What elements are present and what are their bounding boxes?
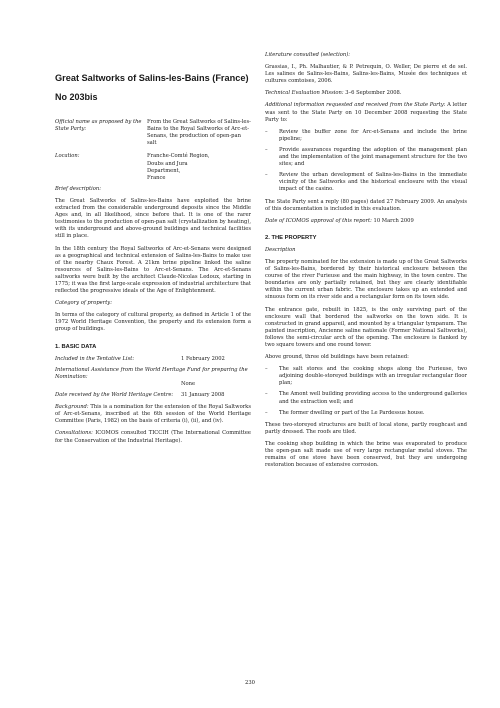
description-paragraph: The cooking shop building in which the brine was evaporated to produce the open-pan salt made use of very large rectangular metal stoves. The remains of one stove have been conserved, but they are undergoing restoration because of extensive corrosion. (265, 440, 467, 469)
proposed-name-value: From the Great Saltworks of Salins-les-Bains to the Royal Saltworks of Arc-et-Senans, the production of open-pan salt (147, 119, 251, 147)
description-paragraph: The property nominated for the extension is made up of the Great Saltworks of Salins-les-Bains, bordered by their historical enclosure between the course of the river Furieuse and the main highway, in the town centre. The boundaries are only partially retained, but they are clearly identifiable within the current urban fabric. The enclosure takes up an extended and sinuous form on its river side and a rectangular form on its town side. (265, 258, 467, 301)
location-line: Doubs and Jura (147, 160, 188, 167)
literature-label: Literature consulted (selection): (265, 52, 350, 58)
list-item: – Review the urban development of Salins-les-Bains in the immediate vicinity of the Saltworks and the historical enclosure with the visual impact of the casino. (265, 172, 467, 193)
section-heading-property: 2. THE PROPERTY (265, 234, 317, 241)
brief-paragraph: The Great Saltworks of Salins-les-Bains have exploited the brine extracted from the considerable underground deposits since the Middle Ages and, in all likelihood, since before that. It is one of the rarer testimonies to the production of open-pan salt (crystallization by heating), with its underground and above-ground buildings and technical facilities still in place. (55, 197, 251, 240)
location-line: Franche-Comté Region, (147, 153, 210, 160)
consultations-label: Consultations: (55, 430, 93, 437)
location-line: Department, (147, 167, 181, 174)
mission-paragraph (265, 90, 467, 97)
background-paragraph (55, 404, 251, 425)
reply-paragraph: The State Party sent a reply (80 pages) dated 27 February 2009. An analysis of this documentation is included in this evaluation. (265, 198, 467, 212)
intl-assistance-row (55, 367, 251, 388)
approval-label: Date of ICOMOS approval of this report: (265, 217, 372, 224)
list-item: – The former dwelling or part of the Le Pardessus house. (265, 409, 425, 416)
received-value: 31 January 2008 (181, 392, 225, 399)
consultations-paragraph (55, 430, 251, 444)
proposed-name-label: Official name as proposed by the State Party: (55, 119, 142, 133)
tentative-row (55, 356, 251, 363)
list-item: – Review the buffer zone for Arc-et-Senans and include the brine pipeline; (265, 128, 467, 142)
location-label: Location: (55, 153, 80, 160)
literature-text: Grassias, I., Ph. Malhautier, & P. Petrequin, O. Weller, De pierre et de sel. Les salines de Salins-les-Bains, Salins-les-Bains, Musée des techniques et cultures comtoises, 2006. (265, 64, 467, 85)
description-paragraph: The entrance gate, rebuilt in 1825, is the only surviving part of the enclosure wall that bordered the saltworks on the town side. It is constructed in grand appareil, and mounted by a triangular tympanum. The painted inscription, Ancienne saline nationale (Former National Saltworks), follows the semi-circular arch of the opening. The enclosure is flanked by two square towers and one round tower. (265, 306, 467, 348)
document-title: Great Saltworks of Salins-les-Bains (France) (55, 73, 249, 83)
category-text: In terms of the category of cultural property, as defined in Article 1 of the 1972 World Heritage Convention, the property and its extension form a group of buildings. (55, 312, 251, 333)
approval-paragraph (265, 218, 467, 225)
location-row (55, 153, 251, 181)
additional-info-paragraph (265, 102, 467, 123)
tentative-value: 1 February 2002 (181, 355, 225, 362)
right-column (265, 52, 467, 474)
intl-assistance-label: International Assistance from the World Heritage Fund for preparing the Nomination: (55, 366, 248, 380)
list-item: – The Amont well building providing access to the underground galleries and the extraction well; and (265, 391, 467, 405)
left-column (55, 52, 251, 450)
description-label: Description (265, 246, 296, 253)
consultations-text: ICOMOS consulted TICCIH (The International Committee for the Conservation of the Industrial Heritage). (55, 430, 252, 444)
received-label: Date received by the World Heritage Centre: (55, 392, 174, 398)
page-number: 230 (245, 680, 255, 686)
background-label: Background: (55, 404, 89, 411)
mission-value: 3–6 September 2008. (345, 90, 402, 97)
proposed-name-row (55, 119, 251, 147)
list-item: – Provide assurances regarding the adoption of the management plan and the implementation of the joint management structure for the two sites; and (265, 146, 467, 168)
brief-description-label: Brief description: (55, 185, 101, 192)
location-line: France (147, 174, 166, 181)
category-label: Category of property: (55, 300, 112, 307)
buildings-list (265, 366, 467, 417)
additional-info-text: A letter was sent to the State Party on 10 December 2008 requesting the State Party to: (265, 102, 467, 123)
request-list (265, 129, 467, 194)
description-paragraph: Above ground, three old buildings have been retained: (265, 354, 409, 361)
section-heading-basic-data: 1. BASIC DATA (55, 343, 97, 350)
approval-value: 10 March 2009 (373, 217, 414, 224)
additional-info-label: Additional information requested and received from the State Party: (265, 102, 446, 109)
tentative-label: Included in the Tentative List: (55, 355, 135, 362)
intl-assistance-value: None (181, 380, 196, 387)
mission-label: Technical Evaluation Mission: (265, 90, 344, 97)
nomination-number: No 203bis (55, 92, 98, 102)
description-paragraph: These two-storeyed structures are built of local stone, partly roughcast and partly dressed. The roofs are tiled. (265, 421, 467, 435)
location-value (147, 153, 251, 181)
background-text: This is a nomination for the extension of the Royal Saltworks of Arc-et-Senans, inscribed at the 6th session of the World Heritage Committee (Paris, 1982) on the basis of criteria (i), (ii), and (iv). (55, 404, 251, 425)
brief-paragraph: In the 18th century the Royal Saltworks of Arc-et-Senans were designed as a geographical and technical extension of Salins-les-Bains to make use of the nearby Chaux Forest. A 21km brine pipeline linked the saline resources of Salins-les-Bains to Arc-et-Senans. The Arc-et-Senans saltworks were built by the architect Claude-Nicolas Ledoux, starting in 1775; it was the first large-scale expression of industrial architecture that reflected the progressive ideals of the Age of Enlightenment. (55, 245, 251, 295)
list-item: – The salt stores and the cooking shops along the Furieuse, two adjoining double-storeyed buildings with an irregular rectangular floor plan; (265, 366, 467, 387)
